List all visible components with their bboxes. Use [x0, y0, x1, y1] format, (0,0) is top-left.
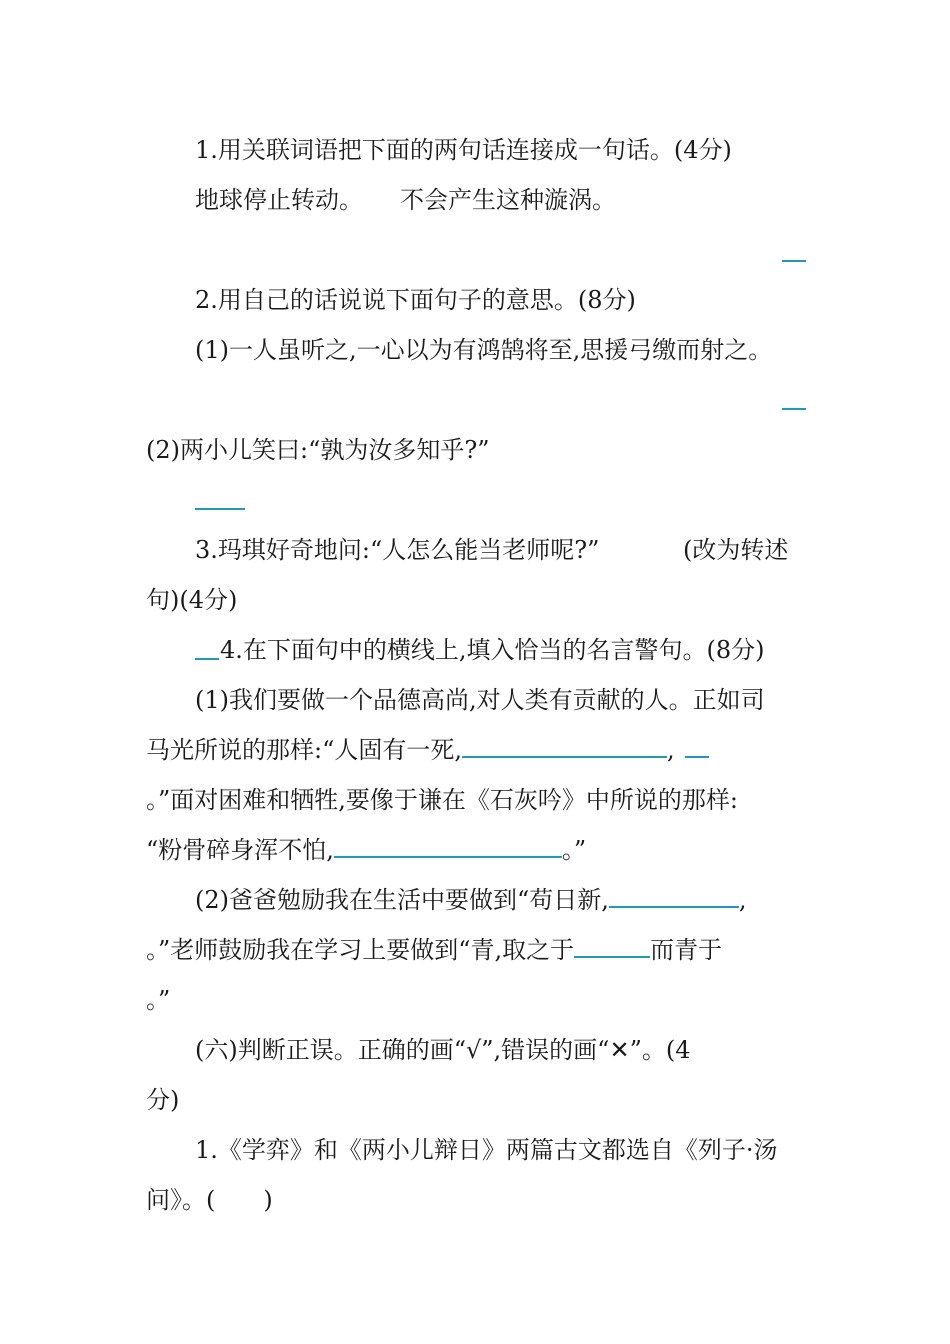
q4-part2-line-2-text: 。”老师鼓励我在学习上要做到“青,取之于	[146, 936, 575, 964]
q2-item-1: (1)一人虽听之,一心以为有鸿鹄将至,思援弓缴而射之。	[195, 336, 773, 364]
q4-part2-line-2-end: 而青于	[650, 936, 723, 964]
section6-heading-line-2: 分)	[146, 1086, 180, 1114]
q3-line-1: 3.玛琪好奇地问:“人怎么能当老师呢?”	[195, 536, 600, 564]
q1-answer-blank[interactable]	[782, 260, 806, 262]
q1-sentence-b: 不会产生这种漩涡。	[400, 186, 616, 214]
q4-part1-line-2-text: 马光所说的那样:“人固有一死,	[146, 736, 462, 764]
section6-q1-line-2: 问》。( )	[146, 1186, 273, 1214]
q4-part2-line-3: 。”	[146, 986, 171, 1014]
q2-item-2-answer-blank[interactable]	[195, 508, 245, 510]
q1-sentence-a: 地球停止转动。	[195, 186, 363, 214]
q4-part1-line-1: (1)我们要做一个品德高尚,对人类有贡献的人。正如司	[195, 686, 765, 714]
q3-line-2: 句)(4分)	[146, 586, 238, 614]
section6-heading-line-1: (六)判断正误。正确的画“√”,错误的画“✕”。(4	[195, 1036, 691, 1064]
q4-part2-line-1-text: (2)爸爸勉励我在生活中要做到“苟日新,	[195, 886, 609, 914]
q2-item-2: (2)两小儿笑曰:“孰为汝多知乎?”	[146, 436, 490, 464]
q4-blank-2[interactable]	[685, 734, 709, 758]
q3-answer-blank[interactable]	[195, 658, 219, 660]
q4-blank-3[interactable]	[334, 834, 562, 858]
q2-item-1-answer-blank[interactable]	[782, 408, 806, 410]
q4-part2-line-2	[146, 934, 722, 966]
q4-part1-line-4-end: 。”	[561, 836, 587, 864]
section6-q1-line-1: 1.《学弈》和《两小儿辩日》两篇古文都选自《列子·汤	[195, 1136, 778, 1164]
q4-blank-1[interactable]	[462, 734, 667, 758]
q4-part1-line-3: 。”面对困难和牺牲,要像于谦在《石灰吟》中所说的那样:	[146, 786, 738, 814]
q4-part1-line-2	[146, 734, 709, 766]
q3-note: (改为转述	[683, 536, 789, 564]
q4-blank-5[interactable]	[574, 934, 650, 958]
q4-part2-line-1	[195, 884, 747, 916]
q1-heading: 1.用关联词语把下面的两句话连接成一句话。(4分)	[195, 136, 732, 164]
q4-part1-comma: ,	[666, 736, 675, 764]
q4-heading: 4.在下面句中的横线上,填入恰当的名言警句。(8分)	[220, 636, 765, 664]
q4-part2-comma: ,	[738, 886, 747, 914]
q4-part1-line-4-text: “粉骨碎身浑不怕,	[146, 836, 334, 864]
q2-heading: 2.用自己的话说说下面句子的意思。(8分)	[195, 286, 636, 314]
q4-blank-4[interactable]	[609, 884, 739, 908]
q4-part1-line-4	[146, 834, 586, 866]
